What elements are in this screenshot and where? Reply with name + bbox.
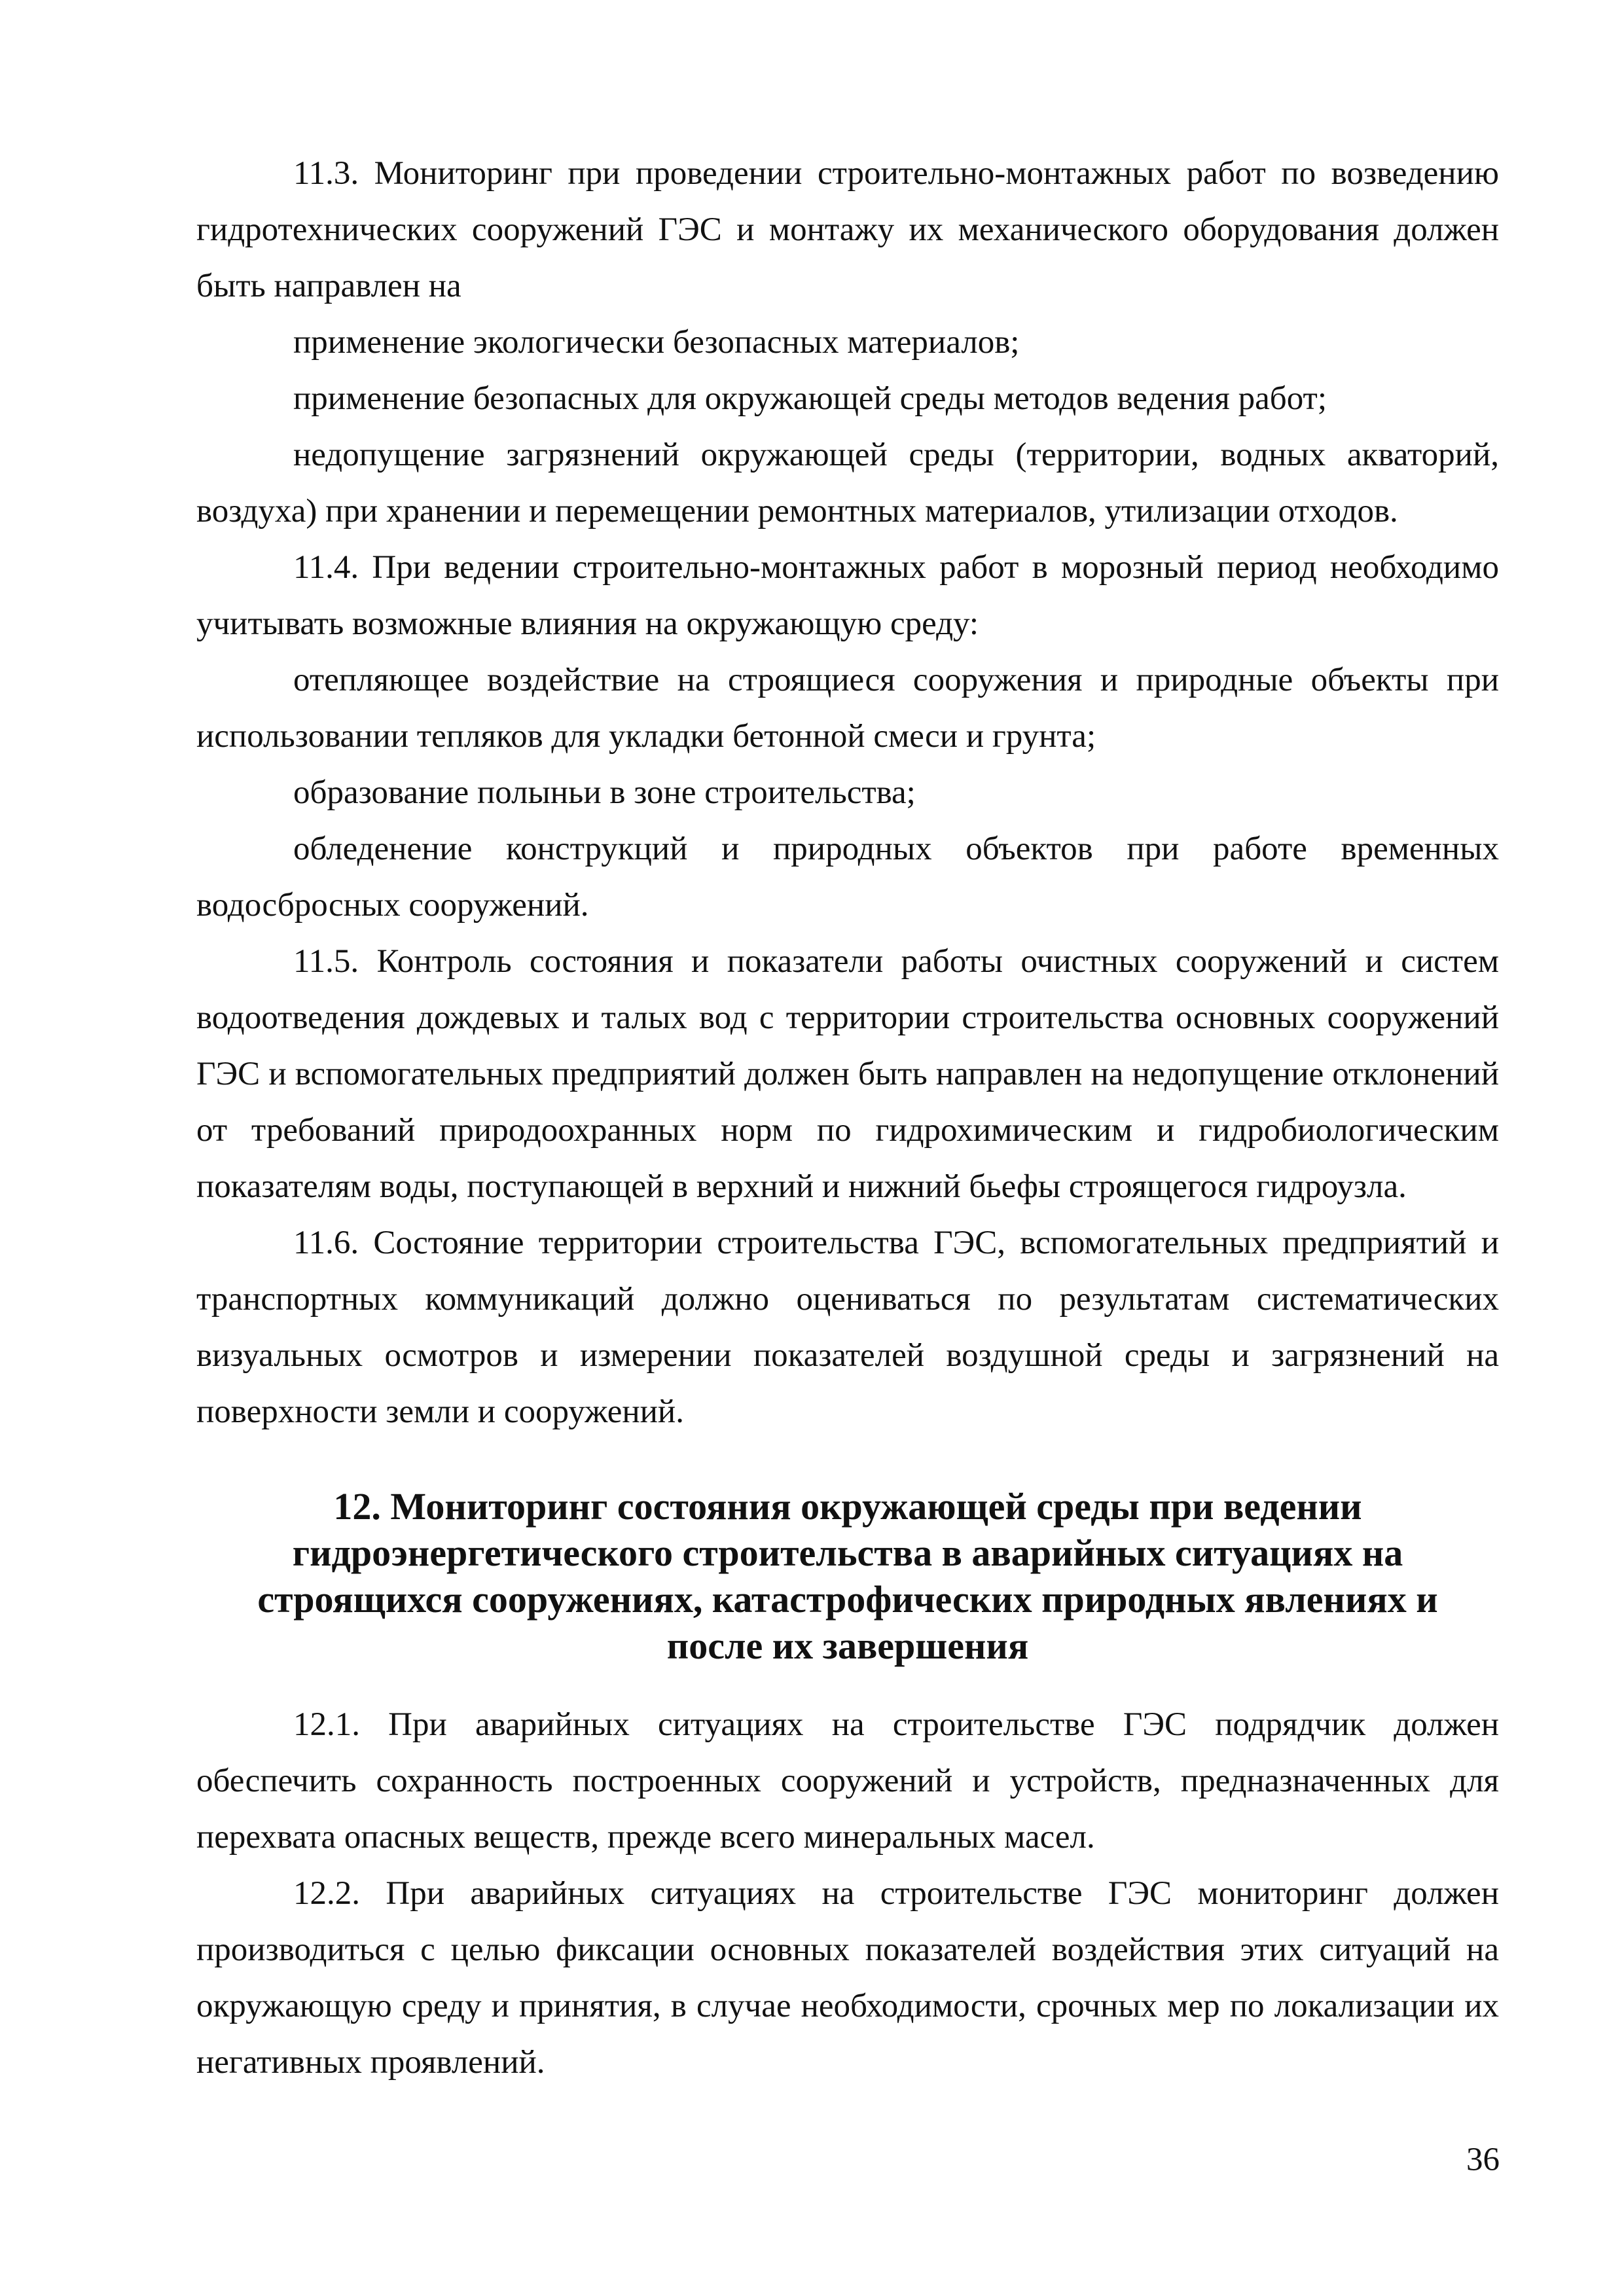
list-item: отепляющее воздействие на строящиеся сооружения и природные объекты при использовании тепляков для укладки бетонной смеси и грунта; [196, 662, 1499, 755]
paragraph-12-1: 12.1. При аварийных ситуациях на строительстве ГЭС подрядчик должен обеспечить сохранность построенных сооружений и устройств, предназначенных для перехвата опасных веществ, прежде всего минеральных масел. [196, 1706, 1499, 1856]
paragraph-11-3: 11.3. Мониторинг при проведении строительно-монтажных работ по возведению гидротехнических сооружений ГЭС и монтажу их механического оборудования должен быть направлен на [196, 155, 1499, 304]
list-item: образование полыньи в зоне строительства; [293, 774, 916, 811]
document-body [196, 145, 1499, 2090]
paragraph-11-6: 11.6. Состояние территории строительства ГЭС, вспомогательных предприятий и транспортных коммуникаций должно оцениваться по результатам систематических визуальных осмотров и измерении показателей воздушной среды и загрязнений на поверхности земли и сооружений. [196, 1225, 1499, 1430]
list-item: применение безопасных для окружающей среды методов ведения работ; [293, 380, 1327, 417]
paragraph-11-5: 11.5. Контроль состояния и показатели работы очистных сооружений и систем водоотведения дождевых и талых вод с территории строительства основных сооружений ГЭС и вспомогательных предприятий должен быть направлен на недопущение отклонений от требований природоохранных норм по гидрохимическим и гидробиологическим показателям воды, поступающей в верхний и нижний бьефы строящегося гидроузла. [196, 943, 1499, 1205]
page-number: 36 [1466, 2142, 1500, 2178]
paragraph-11-4: 11.4. При ведении строительно-монтажных работ в морозный период необходимо учитывать возможные влияния на окружающую среду: [196, 549, 1499, 642]
paragraph-12-2: 12.2. При аварийных ситуациях на строительстве ГЭС мониторинг должен производиться с целью фиксации основных показателей воздействия этих ситуаций на окружающую среду и принятия, в случае необходимости, срочных мер по локализации их негативных проявлений. [196, 1875, 1499, 2081]
list-item: обледенение конструкций и природных объектов при работе временных водосбросных сооружений. [196, 831, 1499, 924]
list-item: недопущение загрязнений окружающей среды (территории, водных акваторий, воздуха) при хранении и перемещении ремонтных материалов, утилизации отходов. [196, 437, 1499, 529]
list-item: применение экологически безопасных материалов; [293, 324, 1020, 361]
section-heading: 12. Мониторинг состояния окружающей среды при ведении гидроэнергетического строительства в аварийных ситуациях на строящихся сооружениях, катастрофических природных явлениях и после их завершения [257, 1485, 1438, 1667]
